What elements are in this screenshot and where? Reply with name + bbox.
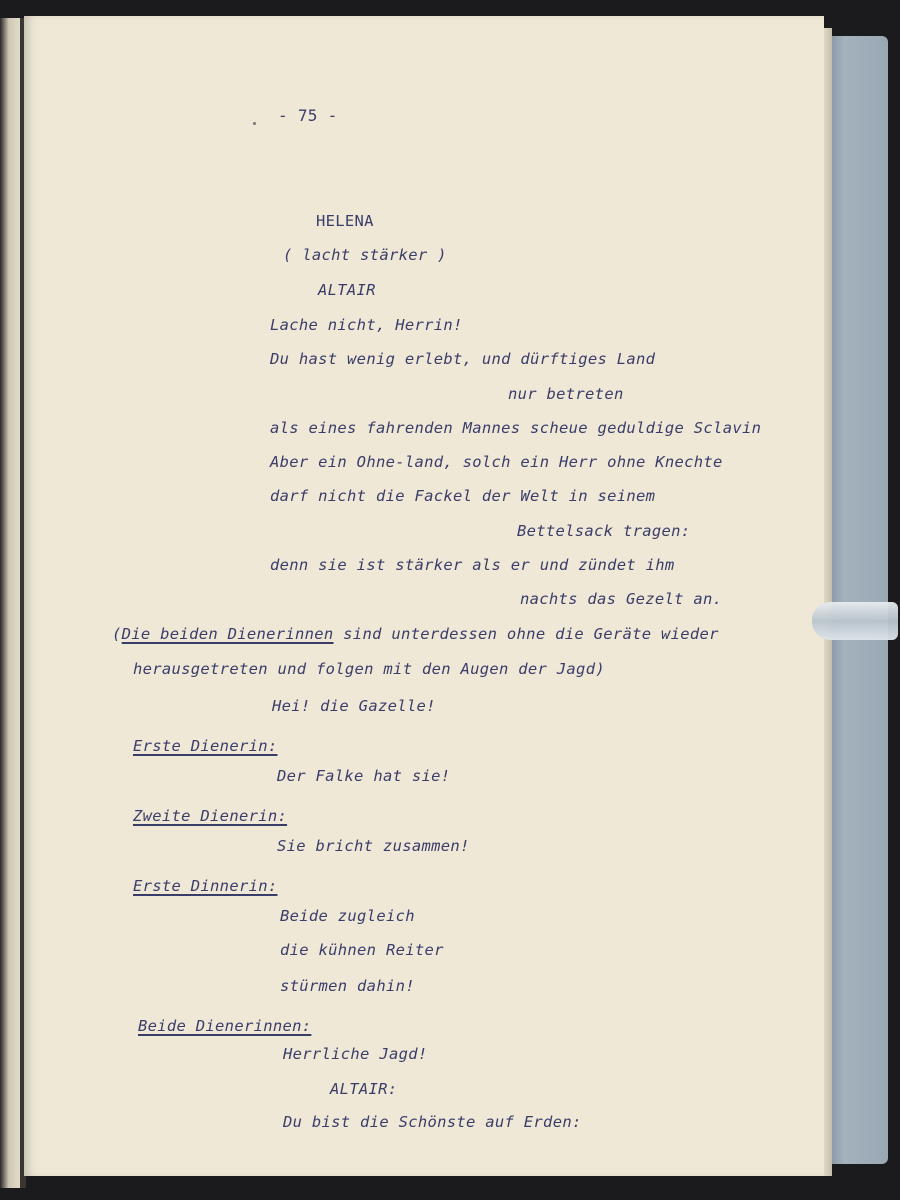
stage-direction-open: ( bbox=[112, 625, 122, 643]
verse-line: Lache nicht, Herrin! bbox=[270, 316, 463, 334]
stage-direction-line-1 bbox=[112, 625, 719, 643]
verse-line: Hei! die Gazelle! bbox=[272, 697, 436, 715]
stage-direction-lacht: ( lacht stärker ) bbox=[283, 246, 447, 264]
verse-line: Du hast wenig erlebt, und dürftiges Land bbox=[270, 350, 656, 368]
verse-line: Bettelsack tragen: bbox=[517, 522, 691, 540]
back-cover bbox=[826, 36, 888, 1164]
verse-line: Beide zugleich bbox=[280, 907, 415, 925]
speaker-erste-dienerin: Erste Dienerin: bbox=[133, 737, 278, 755]
speaker-erste-dienerin: Erste Dinnerin: bbox=[133, 877, 278, 895]
verse-line: Du bist die Schönste auf Erden: bbox=[283, 1113, 582, 1131]
page-number: - 75 - bbox=[278, 106, 338, 125]
verse-line: als eines fahrenden Mannes scheue geduldige Sclavin bbox=[270, 419, 762, 437]
verse-line: Aber ein Ohne-land, solch ein Herr ohne Knechte bbox=[270, 453, 723, 471]
verse-line: denn sie ist stärker als er und zündet ihm bbox=[270, 556, 675, 574]
stage-direction-rest: sind unterdessen ohne die Geräte wieder bbox=[333, 625, 719, 643]
stage-direction-line-2: herausgetreten und folgen mit den Augen der Jagd) bbox=[133, 660, 605, 678]
speaker-zweite-dienerin: Zweite Dienerin: bbox=[133, 807, 288, 825]
speaker-beide-dienerinnen: Beide Dienerinnen: bbox=[138, 1017, 312, 1035]
verse-line: Herrliche Jagd! bbox=[283, 1045, 428, 1063]
verse-line: darf nicht die Fackel der Welt in seinem bbox=[270, 487, 656, 505]
page-tab bbox=[812, 602, 898, 640]
verse-line: die kühnen Reiter bbox=[280, 941, 444, 959]
stage-direction-subject: Die beiden Dienerinnen bbox=[121, 625, 334, 643]
verse-line: stürmen dahin! bbox=[280, 977, 415, 995]
ink-spot bbox=[253, 122, 256, 125]
speaker-altair: ALTAIR: bbox=[330, 1080, 398, 1098]
verse-line: nur betreten bbox=[508, 385, 624, 403]
speaker-altair: ALTAIR bbox=[318, 281, 376, 299]
verse-line: Sie bricht zusammen! bbox=[277, 837, 470, 855]
verse-line: nachts das Gezelt an. bbox=[520, 590, 723, 608]
verse-line: Der Falke hat sie! bbox=[277, 767, 451, 785]
speaker-helena: HELENA bbox=[316, 212, 374, 230]
